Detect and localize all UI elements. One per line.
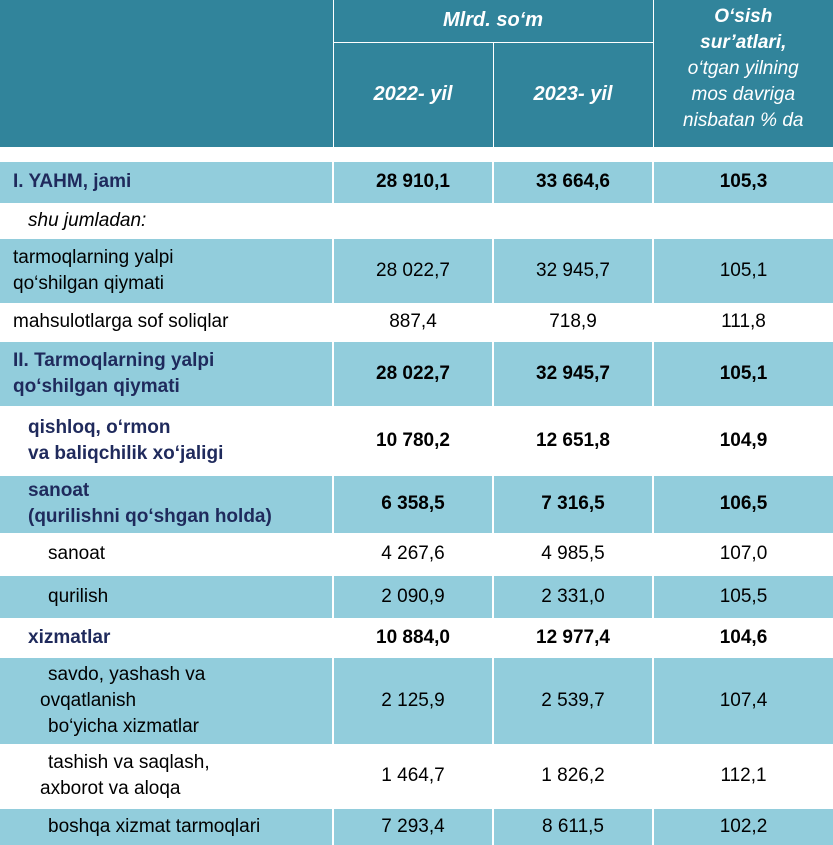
- table-row: [0, 656, 833, 745]
- value-2022: 4 267,6: [333, 534, 493, 574]
- value-2023: 718,9: [493, 304, 653, 340]
- value-2022: 1 464,7: [333, 745, 493, 807]
- table-row: [0, 160, 833, 204]
- growth-value: 106,5: [653, 474, 833, 534]
- value-2023: 12 651,8: [493, 407, 653, 474]
- growth-value: 111,8: [653, 304, 833, 340]
- growth-value: 105,1: [653, 340, 833, 407]
- row-label: sanoat (qurilishni qo‘shgan holda): [0, 474, 333, 534]
- header-growth-line4: mos davriga: [691, 84, 796, 105]
- value-2022: 2 090,9: [333, 574, 493, 619]
- header-growth-line3: o‘tgan yilning: [687, 58, 799, 79]
- value-2022: 28 910,1: [333, 160, 493, 204]
- row-label: tashish va saqlash, axborot va aloqa: [0, 745, 333, 807]
- growth-value: 104,6: [653, 619, 833, 656]
- header-spacer: [0, 147, 833, 160]
- value-2022: 6 358,5: [333, 474, 493, 534]
- value-2022: [333, 204, 493, 237]
- value-2023: 32 945,7: [493, 237, 653, 304]
- growth-value: [653, 204, 833, 237]
- row-label: mahsulotlarga sof soliqlar: [0, 304, 333, 340]
- table-row: [0, 534, 833, 574]
- value-2023: 8 611,5: [493, 807, 653, 845]
- table-row: [0, 619, 833, 656]
- value-2023: 7 316,5: [493, 474, 653, 534]
- value-2023: 4 985,5: [493, 534, 653, 574]
- value-2023: 12 977,4: [493, 619, 653, 656]
- table-row: [0, 237, 833, 304]
- value-2022: 887,4: [333, 304, 493, 340]
- header-growth-line2: sur’atlari,: [700, 32, 787, 53]
- growth-value: 112,1: [653, 745, 833, 807]
- table-row: [0, 574, 833, 619]
- value-2022: 28 022,7: [333, 237, 493, 304]
- growth-value: 107,4: [653, 656, 833, 745]
- value-2022: 28 022,7: [333, 340, 493, 407]
- header-unit: Mlrd. so‘m: [333, 0, 653, 42]
- value-2023: 33 664,6: [493, 160, 653, 204]
- growth-value: 107,0: [653, 534, 833, 574]
- table-row: [0, 204, 833, 237]
- row-label: shu jumladan:: [0, 204, 333, 237]
- header-growth: [653, 0, 833, 147]
- value-2023: 32 945,7: [493, 340, 653, 407]
- header-year-2022: 2022- yil: [333, 42, 493, 147]
- row-label: boshqa xizmat tarmoqlari: [0, 807, 333, 845]
- table-row: [0, 745, 833, 807]
- table-row: [0, 807, 833, 845]
- growth-value: 105,5: [653, 574, 833, 619]
- value-2022: 2 125,9: [333, 656, 493, 745]
- table-row: [0, 407, 833, 474]
- row-label: savdo, yashash va ovqatlanish bo‘yicha xizmatlar: [0, 656, 333, 745]
- value-2022: 10 884,0: [333, 619, 493, 656]
- row-label: II. Tarmoqlarning yalpi qo‘shilgan qiymati: [0, 340, 333, 407]
- row-label: I. YAHM, jami: [0, 160, 333, 204]
- row-label: tarmoqlarning yalpi qo‘shilgan qiymati: [0, 237, 333, 304]
- row-label: xizmatlar: [0, 619, 333, 656]
- growth-value: 105,1: [653, 237, 833, 304]
- row-label: qishloq, o‘rmon va baliqchilik xo‘jaligi: [0, 407, 333, 474]
- value-2023: 2 331,0: [493, 574, 653, 619]
- value-2023: 1 826,2: [493, 745, 653, 807]
- value-2023: [493, 204, 653, 237]
- table-row: [0, 304, 833, 340]
- value-2022: 7 293,4: [333, 807, 493, 845]
- growth-value: 104,9: [653, 407, 833, 474]
- value-2023: 2 539,7: [493, 656, 653, 745]
- header-blank-cell: [0, 0, 333, 147]
- table-row: [0, 474, 833, 534]
- table-row: [0, 340, 833, 407]
- row-label: sanoat: [0, 534, 333, 574]
- value-2022: 10 780,2: [333, 407, 493, 474]
- header-row-top: [0, 0, 833, 42]
- growth-value: 102,2: [653, 807, 833, 845]
- header-growth-line5: nisbatan % da: [683, 110, 804, 131]
- growth-value: 105,3: [653, 160, 833, 204]
- row-label: qurilish: [0, 574, 333, 619]
- header-year-2023: 2023- yil: [493, 42, 653, 147]
- header-growth-line1: O‘sish: [714, 6, 773, 27]
